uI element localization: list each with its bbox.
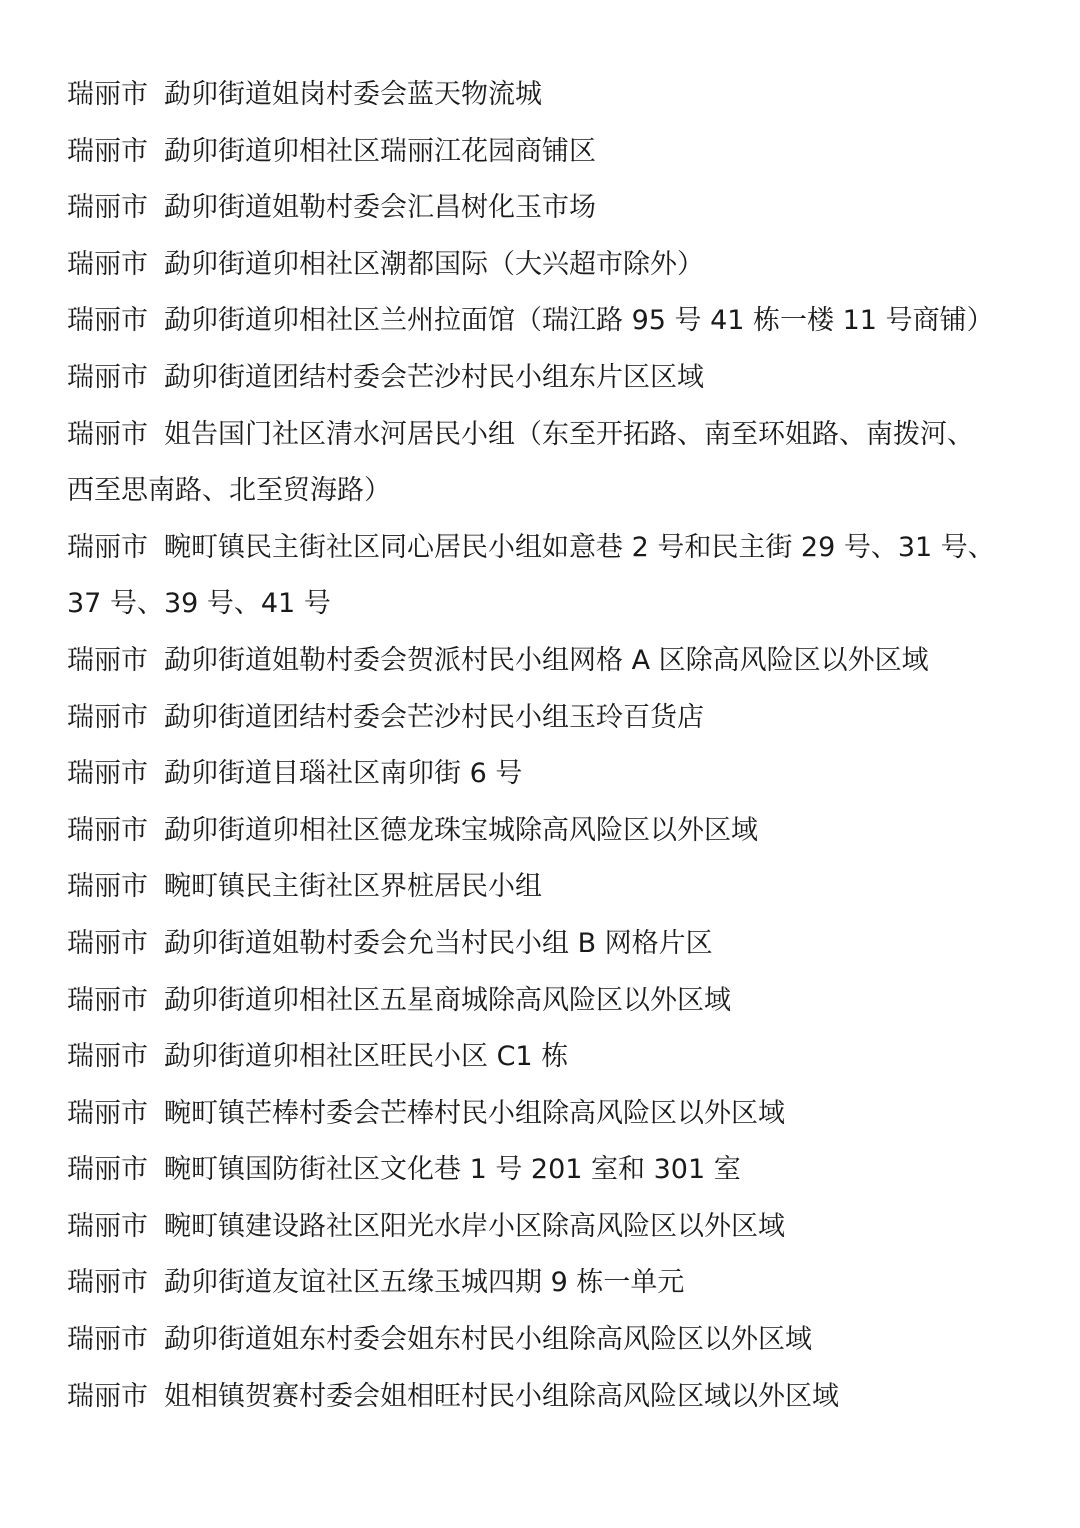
- city-name: 瑞丽市: [67, 135, 148, 167]
- city-name: 瑞丽市: [67, 305, 148, 337]
- entry-line: [67, 1369, 1047, 1426]
- location-entry: [67, 916, 1047, 973]
- city-name: 瑞丽市: [67, 984, 148, 1016]
- city-name: 瑞丽市: [67, 644, 148, 676]
- location-text: 勐卯街道姐岗村委会蓝天物流城: [164, 79, 542, 110]
- city-name: 瑞丽市: [67, 361, 148, 393]
- location-text: 勐卯街道卯相社区五星商城除高风险区以外区域: [164, 984, 731, 1016]
- city-name: 瑞丽市: [67, 1041, 148, 1073]
- city-name: 瑞丽市: [67, 1210, 148, 1242]
- entry-line: [67, 859, 1047, 916]
- location-text: 勐卯街道卯相社区瑞丽江花园商铺区: [164, 135, 596, 167]
- location-entry: [67, 350, 1047, 407]
- location-entry: [67, 520, 1047, 633]
- city-name: 瑞丽市: [67, 1267, 148, 1299]
- location-entry: [67, 859, 1047, 916]
- location-text: 勐卯街道姐东村委会姐东村民小组除高风险区以外区域: [164, 1324, 812, 1356]
- entry-line: [67, 633, 1047, 690]
- document-body: [67, 67, 1047, 1425]
- location-text: 勐卯街道姐勒村委会贺派村民小组网格 A 区除高风险区以外区域: [164, 644, 929, 676]
- city-name: 瑞丽市: [67, 1324, 148, 1356]
- location-entry: [67, 1086, 1047, 1143]
- entry-line: [67, 1142, 1047, 1199]
- location-text: 畹町镇民主街社区同心居民小组如意巷 2 号和民主街 29 号、31 号、: [164, 531, 995, 563]
- city-name: 瑞丽市: [67, 248, 148, 280]
- entry-line: [67, 350, 1047, 407]
- entry-line: [67, 407, 1047, 464]
- city-name: 瑞丽市: [67, 758, 148, 790]
- location-entry: [67, 803, 1047, 860]
- entry-line: [67, 916, 1047, 973]
- location-entry: [67, 1142, 1047, 1199]
- location-text: 勐卯街道团结村委会芒沙村民小组玉玲百货店: [164, 701, 704, 733]
- entry-line: [67, 1199, 1047, 1256]
- city-name: 瑞丽市: [67, 701, 148, 733]
- location-text: 勐卯街道卯相社区旺民小区 C1 栋: [164, 1041, 569, 1073]
- location-entry: [67, 293, 1047, 350]
- location-text: 畹町镇芒棒村委会芒棒村民小组除高风险区以外区域: [164, 1097, 785, 1129]
- city-name: 瑞丽市: [67, 1097, 148, 1129]
- entry-continuation-line: [67, 576, 1047, 633]
- entry-line: [67, 746, 1047, 803]
- location-entry: [67, 746, 1047, 803]
- entry-line: [67, 1029, 1047, 1086]
- entry-line: [67, 973, 1047, 1030]
- entry-line: [67, 1255, 1047, 1312]
- location-text: 勐卯街道卯相社区兰州拉面馆（瑞江路 95 号 41 栋一楼 11 号商铺）: [164, 305, 994, 337]
- city-name: 瑞丽市: [67, 1154, 148, 1186]
- location-entry: [67, 973, 1047, 1030]
- city-name: 瑞丽市: [67, 79, 148, 110]
- entry-line: [67, 67, 1047, 124]
- entry-line: [67, 293, 1047, 350]
- location-entry: [67, 124, 1047, 181]
- location-entry: [67, 1369, 1047, 1426]
- location-text: 姐相镇贺赛村委会姐相旺村民小组除高风险区域以外区域: [164, 1380, 839, 1412]
- location-text: 勐卯街道姐勒村委会汇昌树化玉市场: [164, 192, 596, 224]
- location-text: 勐卯街道卯相社区潮都国际（大兴超市除外）: [164, 248, 704, 280]
- entry-line: [67, 803, 1047, 860]
- city-name: 瑞丽市: [67, 927, 148, 959]
- city-name: 瑞丽市: [67, 418, 148, 450]
- entry-line: [67, 124, 1047, 181]
- location-text: 畹町镇民主街社区界桩居民小组: [164, 871, 542, 903]
- location-entry: [67, 407, 1047, 520]
- location-text: 勐卯街道姐勒村委会允当村民小组 B 网格片区: [164, 927, 713, 959]
- location-entry: [67, 1255, 1047, 1312]
- location-text: 37 号、39 号、41 号: [67, 588, 331, 620]
- location-entry: [67, 67, 1047, 124]
- entry-line: [67, 1312, 1047, 1369]
- entry-line: [67, 1086, 1047, 1143]
- location-entry: [67, 237, 1047, 294]
- location-entry: [67, 1312, 1047, 1369]
- city-name: 瑞丽市: [67, 531, 148, 563]
- location-text: 勐卯街道友谊社区五缘玉城四期 9 栋一单元: [164, 1267, 685, 1299]
- location-entry: [67, 180, 1047, 237]
- city-name: 瑞丽市: [67, 871, 148, 903]
- location-entry: [67, 1029, 1047, 1086]
- entry-line: [67, 690, 1047, 747]
- location-text: 勐卯街道团结村委会芒沙村民小组东片区区域: [164, 361, 704, 393]
- location-entry: [67, 1199, 1047, 1256]
- city-name: 瑞丽市: [67, 814, 148, 846]
- entry-continuation-line: [67, 463, 1047, 520]
- location-text: 畹町镇建设路社区阳光水岸小区除高风险区以外区域: [164, 1210, 785, 1242]
- location-text: 勐卯街道卯相社区德龙珠宝城除高风险区以外区域: [164, 814, 758, 846]
- entry-line: [67, 237, 1047, 294]
- city-name: 瑞丽市: [67, 1380, 148, 1412]
- location-text: 西至思南路、北至贸海路）: [67, 475, 391, 507]
- location-text: 姐告国门社区清水河居民小组（东至开拓路、南至环姐路、南拨河、: [164, 418, 974, 450]
- city-name: 瑞丽市: [67, 192, 148, 224]
- location-text: 畹町镇国防街社区文化巷 1 号 201 室和 301 室: [164, 1154, 741, 1186]
- entry-line: [67, 180, 1047, 237]
- location-entry: [67, 690, 1047, 747]
- entry-line: [67, 520, 1047, 577]
- location-text: 勐卯街道目瑙社区南卯街 6 号: [164, 758, 523, 790]
- location-entry: [67, 633, 1047, 690]
